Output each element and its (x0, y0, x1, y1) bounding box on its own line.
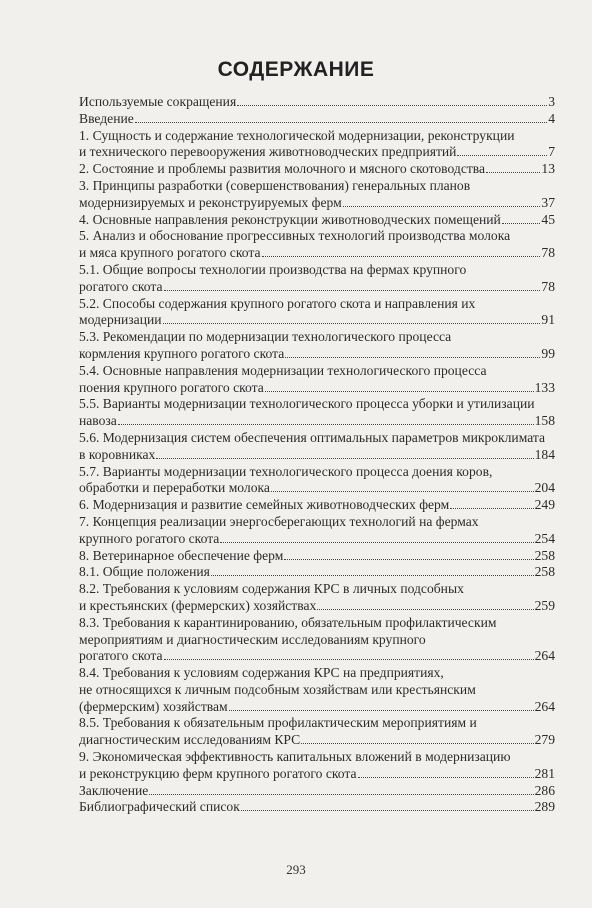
toc-entry (79, 548, 555, 565)
toc-entry-line: 7. Концепция реализации энергосберегающих технологий на фермах (79, 513, 479, 529)
toc-entry-page: 258 (534, 547, 555, 563)
toc-entry-label: обработки и переработки молока (79, 480, 270, 496)
toc-entry-line: 5.1. Общие вопросы технологии производства на фермах крупного (79, 261, 467, 277)
dot-leader (284, 559, 533, 560)
toc-entry-row (79, 413, 555, 430)
toc-entry-label: 8.1. Общие положения (79, 564, 210, 580)
toc-entry-line: 3. Принципы разработки (совершенствования) генеральных планов (79, 177, 471, 193)
toc-entry-line: 5.3. Рекомендации по модернизации технологического процесса (79, 329, 452, 345)
toc-entry-label: и технического перевооружения животноводческих предприятий (79, 144, 457, 160)
toc-entry-page: 258 (534, 564, 555, 580)
toc-entry (79, 615, 555, 665)
dot-leader (135, 122, 547, 123)
dot-leader (164, 290, 541, 291)
dot-leader (149, 794, 533, 795)
toc-entry-label: Заключение (79, 782, 149, 798)
dot-leader (163, 323, 541, 324)
toc-entry-page: 289 (534, 799, 555, 815)
table-of-contents (79, 94, 555, 816)
toc-entry-page: 254 (534, 530, 555, 546)
toc-entry-label: 6. Модернизация и развитие семейных животноводческих ферм (79, 497, 450, 513)
toc-entry (79, 783, 555, 800)
toc-entry-row (79, 648, 555, 665)
toc-entry (79, 178, 555, 212)
toc-entry-row (79, 245, 555, 262)
toc-entry (79, 329, 555, 363)
toc-entry (79, 514, 555, 548)
toc-entry (79, 799, 555, 816)
toc-entry-row (79, 212, 555, 229)
toc-entry-row (79, 766, 555, 783)
toc-entry-row (79, 548, 555, 565)
toc-entry-row (79, 346, 555, 363)
toc-entry-label: поения крупного рогатого скота (79, 379, 264, 395)
toc-entry-row (79, 732, 555, 749)
toc-entry-page: 249 (534, 497, 555, 513)
dot-leader (237, 105, 547, 106)
toc-entry-row (79, 783, 555, 800)
toc-entry-line: не относящихся к личным подсобным хозяйствам или крестьянским (79, 681, 476, 697)
toc-entry-label: 4. Основные направления реконструкции животноводческих помещений (79, 211, 501, 227)
toc-entry-line: 8.4. Требования к условиям содержания КРС на предприятиях, (79, 665, 444, 681)
toc-entry-page: 264 (534, 648, 555, 664)
toc-entry-page: 204 (534, 480, 555, 496)
toc-entry (79, 262, 555, 296)
dot-leader (301, 743, 533, 744)
toc-entry-label: Библиографический список (79, 799, 240, 815)
toc-entry-page: 184 (534, 446, 555, 462)
toc-entry (79, 128, 555, 162)
toc-entry-label: кормления крупного рогатого скота (79, 345, 285, 361)
toc-entry-line: 5.2. Способы содержания крупного рогатого скота и направления их (79, 295, 476, 311)
toc-entry-line: 8.2. Требования к условиям содержания КРС в личных подсобных (79, 581, 464, 597)
toc-entry-label: рогатого скота (79, 278, 163, 294)
toc-entry-page: 13 (541, 161, 555, 177)
toc-entry-page: 133 (534, 379, 555, 395)
toc-entry-line: 5.5. Варианты модернизации технологического процесса уборки и утилизации (79, 396, 535, 412)
toc-entry (79, 564, 555, 581)
dot-leader (220, 542, 533, 543)
dot-leader (358, 777, 534, 778)
toc-entry-page: 45 (541, 211, 555, 227)
toc-title: СОДЕРЖАНИЕ (217, 58, 375, 81)
toc-entry-line: 8.3. Требования к карантинированию, обязательным профилактическим (79, 614, 497, 630)
toc-entry-page: 264 (534, 698, 555, 714)
toc-entry-row (79, 447, 555, 464)
toc-entry-label: рогатого скота (79, 648, 163, 664)
toc-entry-line: 8.5. Требования к обязательным профилактическим мероприятиям и (79, 715, 477, 731)
toc-entry-page: 279 (534, 732, 555, 748)
toc-entry (79, 665, 555, 715)
toc-entry-line: 9. Экономическая эффективность капитальных вложений в модернизацию (79, 749, 511, 765)
toc-entry-label: 2. Состояние и проблемы развития молочного и мясного скотоводства (79, 161, 486, 177)
toc-entry-line: 1. Сущность и содержание технологической модернизации, реконструкции (79, 127, 515, 143)
toc-entry-row (79, 94, 555, 111)
toc-entry-line: мероприятиям и диагностическим исследованиям крупного (79, 631, 426, 647)
toc-entry-row (79, 195, 555, 212)
toc-entry-page: 37 (541, 194, 555, 210)
toc-entry-row (79, 161, 555, 178)
toc-entry-row (79, 144, 555, 161)
dot-leader (156, 458, 533, 459)
toc-entry-label: модернизируемых и реконструируемых ферм (79, 194, 342, 210)
dot-leader (271, 491, 534, 492)
dot-leader (262, 256, 541, 257)
toc-entry-line: 5.6. Модернизация систем обеспечения оптимальных параметров микроклимата (79, 429, 546, 445)
toc-entry-page: 4 (548, 110, 555, 126)
toc-entry-row (79, 799, 555, 816)
toc-entry-row (79, 699, 555, 716)
toc-entry-label: крупного рогатого скота (79, 530, 220, 546)
toc-entry-label: диагностическим исследованиям КРС (79, 732, 301, 748)
toc-entry-page: 78 (541, 278, 555, 294)
toc-entry-page: 78 (541, 245, 555, 261)
toc-entry-row (79, 111, 555, 128)
dot-leader (317, 609, 533, 610)
toc-entry-row (79, 380, 555, 397)
dot-leader (486, 172, 540, 173)
toc-entry-row (79, 497, 555, 514)
toc-entry-page: 91 (541, 312, 555, 328)
toc-entry-page: 286 (534, 782, 555, 798)
dot-leader (343, 206, 541, 207)
toc-entry-page: 281 (534, 765, 555, 781)
toc-entry (79, 228, 555, 262)
dot-leader (457, 155, 547, 156)
toc-entry (79, 430, 555, 464)
dot-leader (211, 575, 534, 576)
toc-entry-label: модернизации (79, 312, 162, 328)
dot-leader (285, 357, 540, 358)
toc-entry-line: 5. Анализ и обоснование прогрессивных технологий производства молока (79, 228, 511, 244)
toc-entry-row (79, 598, 555, 615)
toc-entry (79, 464, 555, 498)
toc-entry-row (79, 531, 555, 548)
toc-entry-row (79, 480, 555, 497)
toc-entry-label: 8. Ветеринарное обеспечение ферм (79, 547, 284, 563)
toc-entry-label: и мяса крупного рогатого скота (79, 245, 261, 261)
dot-leader (265, 391, 534, 392)
page-number: 293 (286, 862, 306, 877)
toc-entry-label: в коровниках (79, 446, 156, 462)
dot-leader (502, 223, 541, 224)
toc-entry-page: 7 (548, 144, 555, 160)
toc-entry-row (79, 312, 555, 329)
toc-entry-page: 3 (548, 94, 555, 109)
toc-entry-line: 5.4. Основные направления модернизации технологического процесса (79, 362, 487, 378)
toc-entry-label: навоза (79, 413, 117, 429)
dot-leader (229, 710, 534, 711)
toc-entry (79, 212, 555, 229)
toc-entry-page: 99 (541, 345, 555, 361)
dot-leader (164, 659, 534, 660)
toc-entry-page: 158 (534, 413, 555, 429)
toc-entry (79, 296, 555, 330)
toc-entry (79, 497, 555, 514)
toc-entry (79, 94, 555, 111)
toc-entry (79, 715, 555, 749)
toc-entry (79, 749, 555, 783)
toc-entry (79, 161, 555, 178)
dot-leader (118, 424, 534, 425)
toc-entry (79, 396, 555, 430)
toc-entry-label: (фермерским) хозяйствам (79, 698, 228, 714)
toc-entry-page: 259 (534, 597, 555, 613)
toc-entry-row (79, 564, 555, 581)
toc-entry (79, 111, 555, 128)
toc-entry-label: и крестьянских (фермерских) хозяйствах (79, 597, 317, 613)
toc-entry-label: и реконструкцию ферм крупного рогатого скота (79, 765, 357, 781)
toc-entry-row (79, 279, 555, 296)
toc-entry-label: Введение (79, 110, 134, 126)
toc-entry (79, 363, 555, 397)
toc-entry-label: Используемые сокращения (79, 94, 237, 109)
toc-entry (79, 581, 555, 615)
dot-leader (450, 508, 533, 509)
toc-entry-line: 5.7. Варианты модернизации технологического процесса доения коров, (79, 463, 493, 479)
dot-leader (241, 810, 534, 811)
